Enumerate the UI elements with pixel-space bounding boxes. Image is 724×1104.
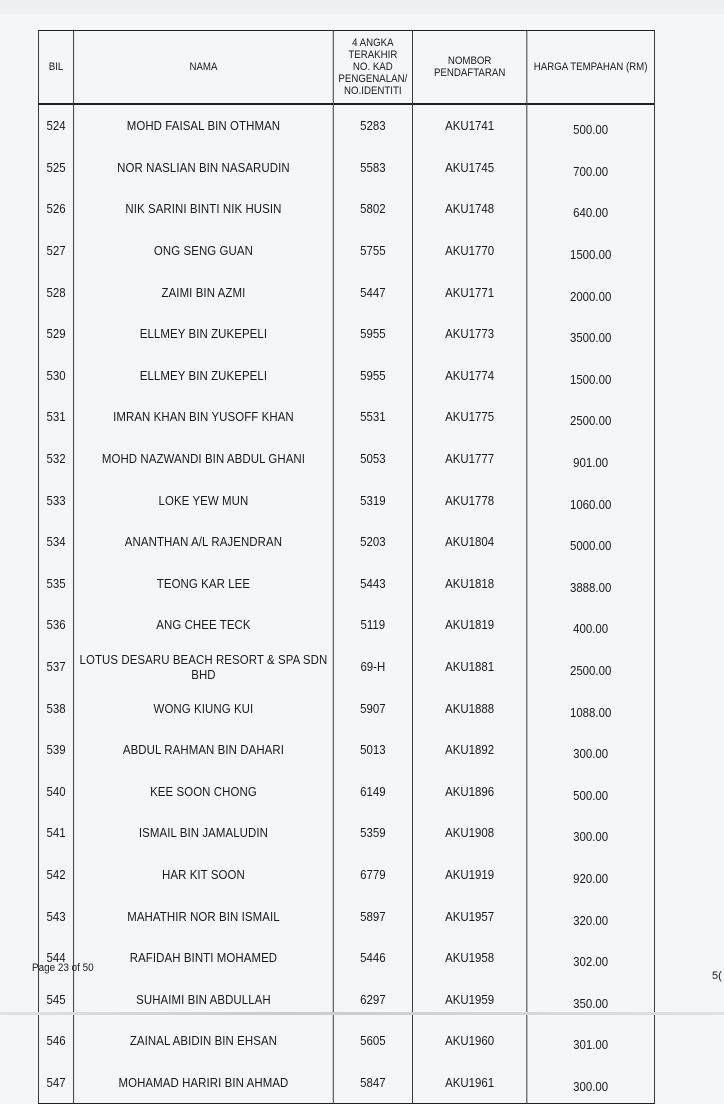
cell-ic: 5955 <box>333 313 412 355</box>
cell-harga: 5000.00 <box>527 521 655 563</box>
table-header-row <box>38 31 654 105</box>
cell-harga: 1060.00 <box>527 479 655 521</box>
page-number: Page 23 of 50 <box>32 962 94 974</box>
cell-reg: AKU1773 <box>412 313 526 355</box>
cell-reg: AKU1919 <box>412 854 526 896</box>
cell-bil: 531 <box>38 396 73 438</box>
cell-bil: 533 <box>38 479 73 521</box>
cell-harga: 302.00 <box>527 937 655 979</box>
cell-ic: 5053 <box>333 438 412 480</box>
cell-reg: AKU1745 <box>412 147 526 189</box>
cell-ic: 5605 <box>333 1020 412 1062</box>
cell-bil: 540 <box>38 771 73 813</box>
cell-bil: 542 <box>38 854 73 896</box>
cell-reg: AKU1771 <box>412 271 526 313</box>
cell-bil: 527 <box>38 230 73 272</box>
cell-reg: AKU1748 <box>412 188 526 230</box>
table-row <box>38 147 654 189</box>
table-row <box>38 521 654 563</box>
cell-ic: 5203 <box>333 521 412 563</box>
table-row <box>38 479 654 521</box>
cell-bil: 534 <box>38 521 73 563</box>
table-row <box>38 188 654 230</box>
table-row <box>38 646 654 688</box>
cell-nama: LOTUS DESARU BEACH RESORT & SPA SDN BHD <box>74 646 334 688</box>
cell-ic: 5446 <box>333 937 412 979</box>
cell-reg: AKU1960 <box>412 1020 526 1062</box>
cell-ic: 5802 <box>333 188 412 230</box>
cell-nama: ZAIMI BIN AZMI <box>74 271 334 313</box>
cell-harga: 3888.00 <box>527 563 655 605</box>
cell-bil: 538 <box>38 687 73 729</box>
cell-harga: 300.00 <box>527 1062 655 1104</box>
cell-harga: 500.00 <box>527 771 655 813</box>
cell-bil: 532 <box>38 438 73 480</box>
table-row <box>38 604 654 646</box>
cell-bil: 528 <box>38 271 73 313</box>
table-row <box>38 1020 654 1062</box>
table-row <box>38 1062 654 1104</box>
header-harga: HARGA TEMPAHAN (RM) <box>527 31 655 105</box>
cell-bil: 525 <box>38 147 73 189</box>
cell-bil: 530 <box>38 355 73 397</box>
registration-table <box>38 30 655 1104</box>
cell-reg: AKU1957 <box>412 895 526 937</box>
cell-harga: 300.00 <box>527 812 655 854</box>
cell-bil: 545 <box>38 978 73 1020</box>
table-row <box>38 812 654 854</box>
cell-reg: AKU1774 <box>412 355 526 397</box>
cell-bil: 547 <box>38 1062 73 1104</box>
cell-ic: 5531 <box>333 396 412 438</box>
cell-harga: 1500.00 <box>527 355 655 397</box>
cell-ic: 69-H <box>333 646 412 688</box>
header-ic-line-1: 4 ANGKA TERAKHIR <box>348 37 398 61</box>
cell-harga: 640.00 <box>527 188 655 230</box>
cell-ic: 5847 <box>333 1062 412 1104</box>
cell-ic: 5955 <box>333 355 412 397</box>
header-ic-line-3: PENGENALAN/ <box>338 73 408 85</box>
cell-reg: AKU1778 <box>412 479 526 521</box>
cell-ic: 5319 <box>333 479 412 521</box>
cell-ic: 5443 <box>333 563 412 605</box>
header-nama: NAMA <box>74 31 334 105</box>
header-ic-line-4: NO.IDENTITI <box>344 85 402 97</box>
cell-reg: AKU1896 <box>412 771 526 813</box>
cell-nama: ZAINAL ABIDIN BIN EHSAN <box>74 1020 334 1062</box>
cell-ic: 5447 <box>333 271 412 313</box>
cell-nama: ANANTHAN A/L RAJENDRAN <box>74 521 334 563</box>
page-edge-mark: 5( <box>712 970 722 982</box>
cell-reg: AKU1892 <box>412 729 526 771</box>
cell-harga: 2500.00 <box>527 646 655 688</box>
cell-reg: AKU1961 <box>412 1062 526 1104</box>
table-body <box>38 104 654 1104</box>
cell-ic: 6149 <box>333 771 412 813</box>
table-row <box>38 771 654 813</box>
table-row <box>38 895 654 937</box>
cell-harga: 700.00 <box>527 147 655 189</box>
scan-edge <box>0 0 724 14</box>
cell-harga: 400.00 <box>527 604 655 646</box>
cell-harga: 301.00 <box>527 1020 655 1062</box>
cell-nama: ELLMEY BIN ZUKEPELI <box>74 313 334 355</box>
cell-harga: 500.00 <box>527 104 655 147</box>
cell-ic: 5755 <box>333 230 412 272</box>
cell-nama: NOR NASLIAN BIN NASARUDIN <box>74 147 334 189</box>
cell-reg: AKU1888 <box>412 687 526 729</box>
cell-nama: KEE SOON CHONG <box>74 771 334 813</box>
cell-reg: AKU1775 <box>412 396 526 438</box>
table-row <box>38 687 654 729</box>
cell-harga: 901.00 <box>527 438 655 480</box>
cell-bil: 536 <box>38 604 73 646</box>
cell-bil: 537 <box>38 646 73 688</box>
cell-bil: 535 <box>38 563 73 605</box>
cell-harga: 1500.00 <box>527 230 655 272</box>
cell-bil: 529 <box>38 313 73 355</box>
cell-ic: 5013 <box>333 729 412 771</box>
cell-nama: NIK SARINI BINTI NIK HUSIN <box>74 188 334 230</box>
cell-nama: ABDUL RAHMAN BIN DAHARI <box>74 729 334 771</box>
cell-nama: LOKE YEW MUN <box>74 479 334 521</box>
header-ic <box>333 31 412 105</box>
table-row <box>38 271 654 313</box>
cell-nama: ELLMEY BIN ZUKEPELI <box>74 355 334 397</box>
cell-ic: 5283 <box>333 104 412 147</box>
cell-reg: AKU1881 <box>412 646 526 688</box>
cell-bil: 544 <box>38 937 73 979</box>
cell-reg: AKU1819 <box>412 604 526 646</box>
cell-reg: AKU1770 <box>412 230 526 272</box>
table-row <box>38 396 654 438</box>
registration-table-container <box>38 30 724 1104</box>
cell-harga: 1088.00 <box>527 687 655 729</box>
cell-ic: 5359 <box>333 812 412 854</box>
table-row <box>38 230 654 272</box>
cell-nama: MOHD FAISAL BIN OTHMAN <box>74 104 334 147</box>
cell-harga: 300.00 <box>527 729 655 771</box>
cell-nama: MAHATHIR NOR BIN ISMAIL <box>74 895 334 937</box>
header-reg: NOMBOR PENDAFTARAN <box>412 31 526 105</box>
cell-ic: 5897 <box>333 895 412 937</box>
table-row <box>38 438 654 480</box>
cell-reg: AKU1777 <box>412 438 526 480</box>
cell-reg: AKU1958 <box>412 937 526 979</box>
cell-harga: 350.00 <box>527 978 655 1020</box>
cell-bil: 546 <box>38 1020 73 1062</box>
cell-nama: ANG CHEE TECK <box>74 604 334 646</box>
cell-nama: MOHAMAD HARIRI BIN AHMAD <box>74 1062 334 1104</box>
cell-reg: AKU1741 <box>412 104 526 147</box>
cell-nama: ISMAIL BIN JAMALUDIN <box>74 812 334 854</box>
cell-reg: AKU1908 <box>412 812 526 854</box>
table-row <box>38 104 654 147</box>
cell-harga: 2500.00 <box>527 396 655 438</box>
cell-ic: 6779 <box>333 854 412 896</box>
table-row <box>38 313 654 355</box>
cell-ic: 5583 <box>333 147 412 189</box>
table-row <box>38 563 654 605</box>
cell-ic: 6297 <box>333 978 412 1020</box>
cell-bil: 526 <box>38 188 73 230</box>
table-row <box>38 729 654 771</box>
cell-bil: 524 <box>38 104 73 147</box>
cell-reg: AKU1818 <box>412 563 526 605</box>
cell-nama: RAFIDAH BINTI MOHAMED <box>74 937 334 979</box>
cell-bil: 543 <box>38 895 73 937</box>
cell-ic: 5907 <box>333 687 412 729</box>
cell-nama: HAR KIT SOON <box>74 854 334 896</box>
table-row <box>38 355 654 397</box>
cell-nama: SUHAIMI BIN ABDULLAH <box>74 978 334 1020</box>
cell-reg: AKU1959 <box>412 978 526 1020</box>
cell-harga: 920.00 <box>527 854 655 896</box>
cell-nama: ONG SENG GUAN <box>74 230 334 272</box>
header-bil: BIL <box>38 31 73 105</box>
cell-nama: TEONG KAR LEE <box>74 563 334 605</box>
header-ic-line-2: NO. KAD <box>352 61 393 73</box>
cell-reg: AKU1804 <box>412 521 526 563</box>
cell-bil: 541 <box>38 812 73 854</box>
cell-nama: MOHD NAZWANDI BIN ABDUL GHANI <box>74 438 334 480</box>
cell-ic: 5119 <box>333 604 412 646</box>
cell-harga: 2000.00 <box>527 271 655 313</box>
cell-bil: 539 <box>38 729 73 771</box>
cell-nama: WONG KIUNG KUI <box>74 687 334 729</box>
table-row <box>38 854 654 896</box>
scan-edge-bottom <box>0 1012 724 1015</box>
table-row <box>38 937 654 979</box>
cell-harga: 320.00 <box>527 895 655 937</box>
cell-nama: IMRAN KHAN BIN YUSOFF KHAN <box>74 396 334 438</box>
cell-harga: 3500.00 <box>527 313 655 355</box>
